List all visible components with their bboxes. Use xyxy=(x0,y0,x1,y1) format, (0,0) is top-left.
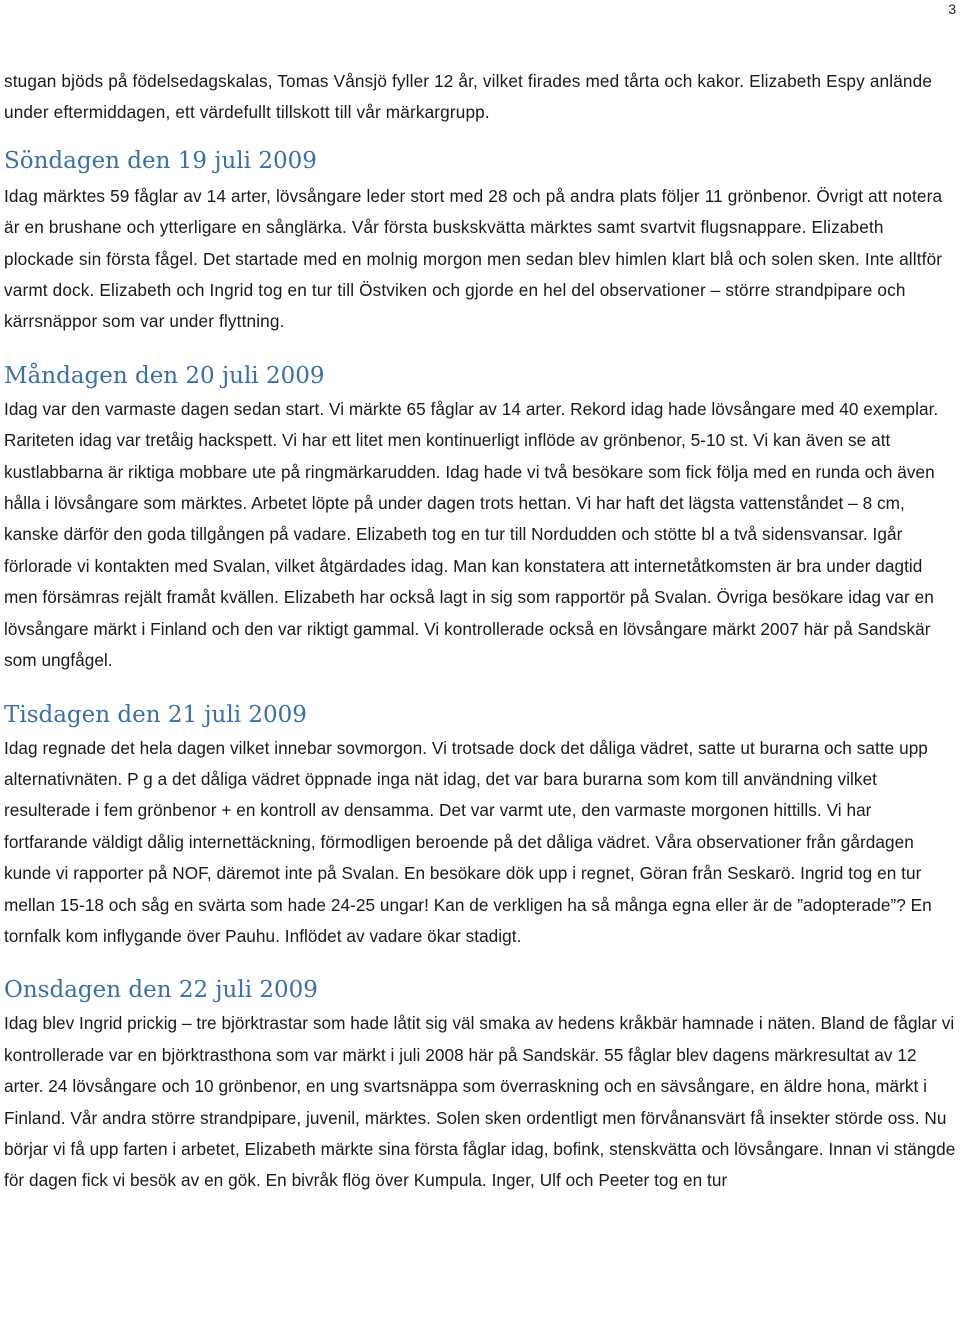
section-heading: Söndagen den 19 juli 2009 xyxy=(4,147,317,174)
section-body: Idag regnade det hela dagen vilket innebar sovmorgon. Vi trotsade dock det dåliga vädret, satte ut burarna och satte upp alternativnäten. P g a det dåliga vädret öppnade inga nät idag, det var bara burarna som kom till användning vilket resulterade i fem grönbenor + en kontroll av densamma. Det var varmt ute, den varmaste morgonen hittills. Vi har fortfarande väldigt dålig internettäckning, förmodligen beroende på det dåliga vädret. Våra observationer från gårdagen kunde vi rapporter på NOF, däremot inte på Svalan. En besökare dök upp i regnet, Göran från Seskarö. Ingrid tog en tur mellan 15-18 och såg en svärta som hade 24-25 ungar! Kan de verkligen ha så många egna eller är de ”adopterade”? En tornfalk kom inflygande över Pauhu. Inflödet av vadare ökar stadigt. xyxy=(4,737,932,946)
intro-paragraph: stugan bjöds på födelsedagskalas, Tomas Vånsjö fyller 12 år, vilket firades med tårta och kakor. Elizabeth Espy anlände under eftermiddagen, ett värdefullt tillskott till vår märkargrupp. xyxy=(4,71,933,123)
section-wednesday-22-july xyxy=(4,974,956,1196)
section-tuesday-21-july xyxy=(4,699,956,953)
section-heading: Onsdagen den 22 juli 2009 xyxy=(4,977,318,1004)
section-body: Idag märktes 59 fåglar av 14 arter, lövsångare leder stort med 28 och på andra plats följer 11 grönbenor. Övrigt att notera är en brushane och ytterligare en sånglärka. Vår första buskskvätta märktes samt svartvit flugsnappare. Elizabeth plockade sin första fågel. Det startade med en molnig morgon men sedan blev himlen klart blå och solen sken. Inte alltför varmt dock. Elizabeth och Ingrid tog en tur till Östviken och gjorde en hel del observationer – större strandpipare och kärrsnäppor som var under flyttning. xyxy=(4,185,943,332)
section-body: Idag var den varmaste dagen sedan start. Vi märkte 65 fåglar av 14 arter. Rekord idag hade lövsångare med 40 exemplar. Rariteten idag var tretåig hackspett. Vi har ett litet men kontinuerligt inflöde av grönbenor, 5-10 st. Vi kan även se att kustlabbarna är riktiga mobbare ute på ringmärkarudden. Idag hade vi två besökare som fick följa med en runda och även hålla i lövsångare som märktes. Arbetet löpte på under dagen trots hettan. Vi har haft det lägsta vattenståndet – 8 cm, kanske därför den goda tillgången på vadare. Elizabeth tog en tur till Nordudden och stötte bl a två sidensvansar. Igår förlorade vi kontakten med Svalan, vilket åtgärdades idag. Man kan konstatera att internetåtkomsten är bra under dagtid men försämras rejält framåt kvällen. Elizabeth har också lagt in sig som rapportör på Svalan. Övriga besökare idag var en lövsångare märkt i Finland och den var riktigt gammal. Vi kontrollerade också en lövsångare märkt 2007 här på Sandskär som ungfågel. xyxy=(4,398,939,671)
section-heading: Tisdagen den 21 juli 2009 xyxy=(4,701,307,728)
document-body xyxy=(4,66,956,1197)
section-sunday-19-july xyxy=(4,145,956,338)
section-body: Idag blev Ingrid prickig – tre björktrastar som hade låtit sig väl smaka av hedens kråkbär hamnade i näten. Bland de fåglar vi kontrollerade var en björktrasthona som var märkt i juli 2008 här på Sandskär. 55 fåglar blev dagens märkresultat av 12 arter. 24 lövsångare och 10 grönbenor, en ung svartsnäppa som överraskning och en sävsångare, en äldre hona, märkt i Finland. Vår andra större strandpipare, juvenil, märktes. Solen sken ordentligt men förvånansvärt få insekter störde oss. Nu börjar vi få upp farten i arbetet, Elizabeth märkte sina första fåglar idag, bofink, stenskvätta och lövsångare. Innan vi stängde för dagen fick vi besök av en gök. En bivråk flög över Kumpula. Inger, Ulf och Peeter tog en tur xyxy=(4,1013,956,1191)
section-heading: Måndagen den 20 juli 2009 xyxy=(4,362,325,389)
page-number: 3 xyxy=(948,1,956,17)
section-monday-20-july xyxy=(4,360,956,677)
